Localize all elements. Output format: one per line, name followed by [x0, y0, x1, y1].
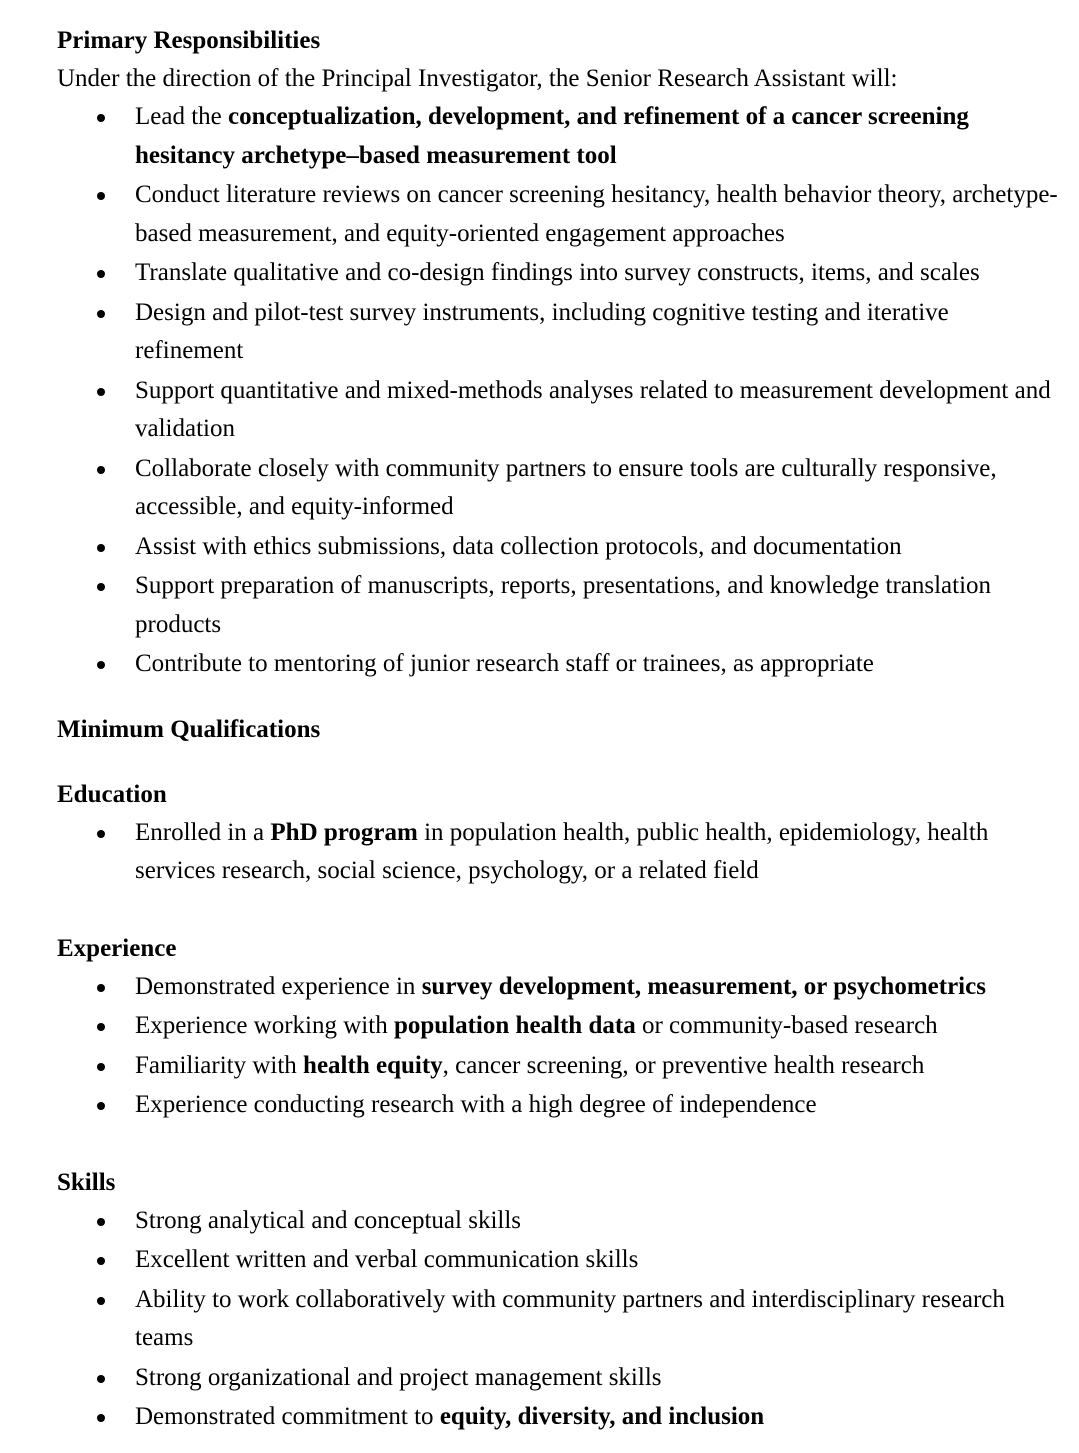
- list-item: [57, 567, 1059, 644]
- item-text: Collaborate closely with community partners to ensure tools are culturally responsive, accessible, and equity-informed: [135, 454, 997, 520]
- list-item: [57, 1007, 1059, 1046]
- list-item: [57, 450, 1059, 527]
- skills-heading: Skills: [57, 1168, 116, 1196]
- spacer: [57, 1126, 1059, 1164]
- bullet-icon: [97, 270, 105, 278]
- item-bold-text: survey development, measurement, or psychometrics: [421, 972, 986, 1000]
- education-section: [57, 776, 1059, 891]
- item-text: Excellent written and verbal communication skills: [135, 1246, 639, 1273]
- item-text: Lead the: [135, 103, 229, 130]
- item-text: Strong analytical and conceptual skills: [135, 1206, 522, 1234]
- bullet-icon: [97, 388, 105, 396]
- bullet-icon: [97, 583, 105, 591]
- bullet-icon: [97, 1023, 105, 1031]
- item-text: or community-based research: [635, 1012, 938, 1039]
- bullet-icon: [97, 192, 105, 200]
- list-item: [57, 1047, 1059, 1086]
- bullet-icon: [97, 661, 105, 669]
- list-item: [57, 98, 1059, 175]
- item-bold-text: health equity: [303, 1051, 443, 1079]
- primary-responsibilities-section: [57, 22, 1059, 684]
- bullet-icon: [97, 544, 105, 552]
- item-text: Enrolled in a: [135, 818, 271, 846]
- primary-responsibilities-list: [57, 98, 1059, 684]
- item-text: Assist with ethics submissions, data collection protocols, and documentation: [135, 532, 902, 560]
- skills-section: [57, 1164, 1059, 1437]
- bullet-icon: [97, 1414, 105, 1422]
- list-item: [57, 254, 1059, 293]
- spacer: [57, 685, 1059, 711]
- item-text: Demonstrated experience in: [135, 972, 422, 1000]
- list-item: [57, 1202, 1059, 1241]
- list-item: [57, 1086, 1059, 1125]
- bullet-icon: [97, 1297, 105, 1305]
- bullet-icon: [97, 114, 105, 122]
- item-text: Familiarity with: [135, 1051, 304, 1079]
- minimum-qualifications-heading: Minimum Qualifications: [57, 715, 321, 743]
- bullet-icon: [97, 830, 105, 838]
- bullet-icon: [97, 1102, 105, 1110]
- bullet-icon: [97, 1063, 105, 1071]
- item-text: Strong organizational and project management skills: [135, 1363, 662, 1391]
- item-text: Support quantitative and mixed-methods analyses related to measurement development and validation: [135, 376, 1051, 442]
- bullet-icon: [97, 1257, 105, 1265]
- education-heading: Education: [57, 780, 167, 808]
- list-item: [57, 968, 1059, 1007]
- item-text: Conduct literature reviews on cancer screening hesitancy, health behavior theory, archetype-based measurement, and equity-oriented engagement approaches: [135, 181, 1058, 247]
- experience-section: [57, 930, 1059, 1125]
- experience-heading: Experience: [57, 934, 177, 962]
- item-text: Demonstrated commitment to: [135, 1403, 440, 1430]
- list-item: [57, 372, 1059, 449]
- item-text: Experience working with: [135, 1012, 394, 1039]
- bullet-icon: [97, 1218, 105, 1226]
- item-text: Translate qualitative and co-design findings into survey constructs, items, and scales: [135, 259, 980, 286]
- list-item: [57, 1281, 1059, 1358]
- item-bold-text: conceptualization, development, and refinement of a cancer screening hesitancy archetype–based measurement tool: [135, 103, 969, 169]
- item-text: Ability to work collaboratively with community partners and interdisciplinary research teams: [135, 1285, 1005, 1351]
- item-bold-text: population health data: [393, 1012, 636, 1039]
- bullet-icon: [97, 310, 105, 318]
- spacer: [57, 749, 1059, 776]
- bullet-icon: [97, 466, 105, 474]
- list-item: [57, 1398, 1059, 1437]
- item-text: Design and pilot-test survey instruments, including cognitive testing and iterative refinement: [135, 298, 949, 364]
- experience-list: [57, 968, 1059, 1125]
- list-item: [57, 1359, 1059, 1398]
- list-item: [57, 814, 1059, 891]
- list-item: [57, 1241, 1059, 1280]
- item-text: in population health, public health, epidemiology, health services research, social science, psychology, or a related field: [135, 818, 989, 884]
- list-item: [57, 645, 1059, 684]
- list-item: [57, 176, 1059, 253]
- item-bold-text: equity, diversity, and inclusion: [439, 1403, 765, 1430]
- spacer: [57, 892, 1059, 930]
- list-item: [57, 528, 1059, 567]
- item-text: , cancer screening, or preventive health research: [442, 1051, 925, 1079]
- education-list: [57, 814, 1059, 891]
- skills-list: [57, 1202, 1059, 1437]
- item-bold-text: PhD program: [270, 818, 418, 846]
- bullet-icon: [97, 1375, 105, 1383]
- item-text: Experience conducting research with a high degree of independence: [135, 1091, 817, 1118]
- primary-responsibilities-intro: Under the direction of the Principal Investigator, the Senior Research Assistant will:: [57, 65, 898, 92]
- primary-responsibilities-heading: Primary Responsibilities: [57, 27, 321, 54]
- list-item: [57, 294, 1059, 371]
- item-text: Contribute to mentoring of junior research staff or trainees, as appropriate: [135, 650, 874, 677]
- bullet-icon: [97, 984, 105, 992]
- item-text: Support preparation of manuscripts, reports, presentations, and knowledge translation products: [135, 572, 992, 638]
